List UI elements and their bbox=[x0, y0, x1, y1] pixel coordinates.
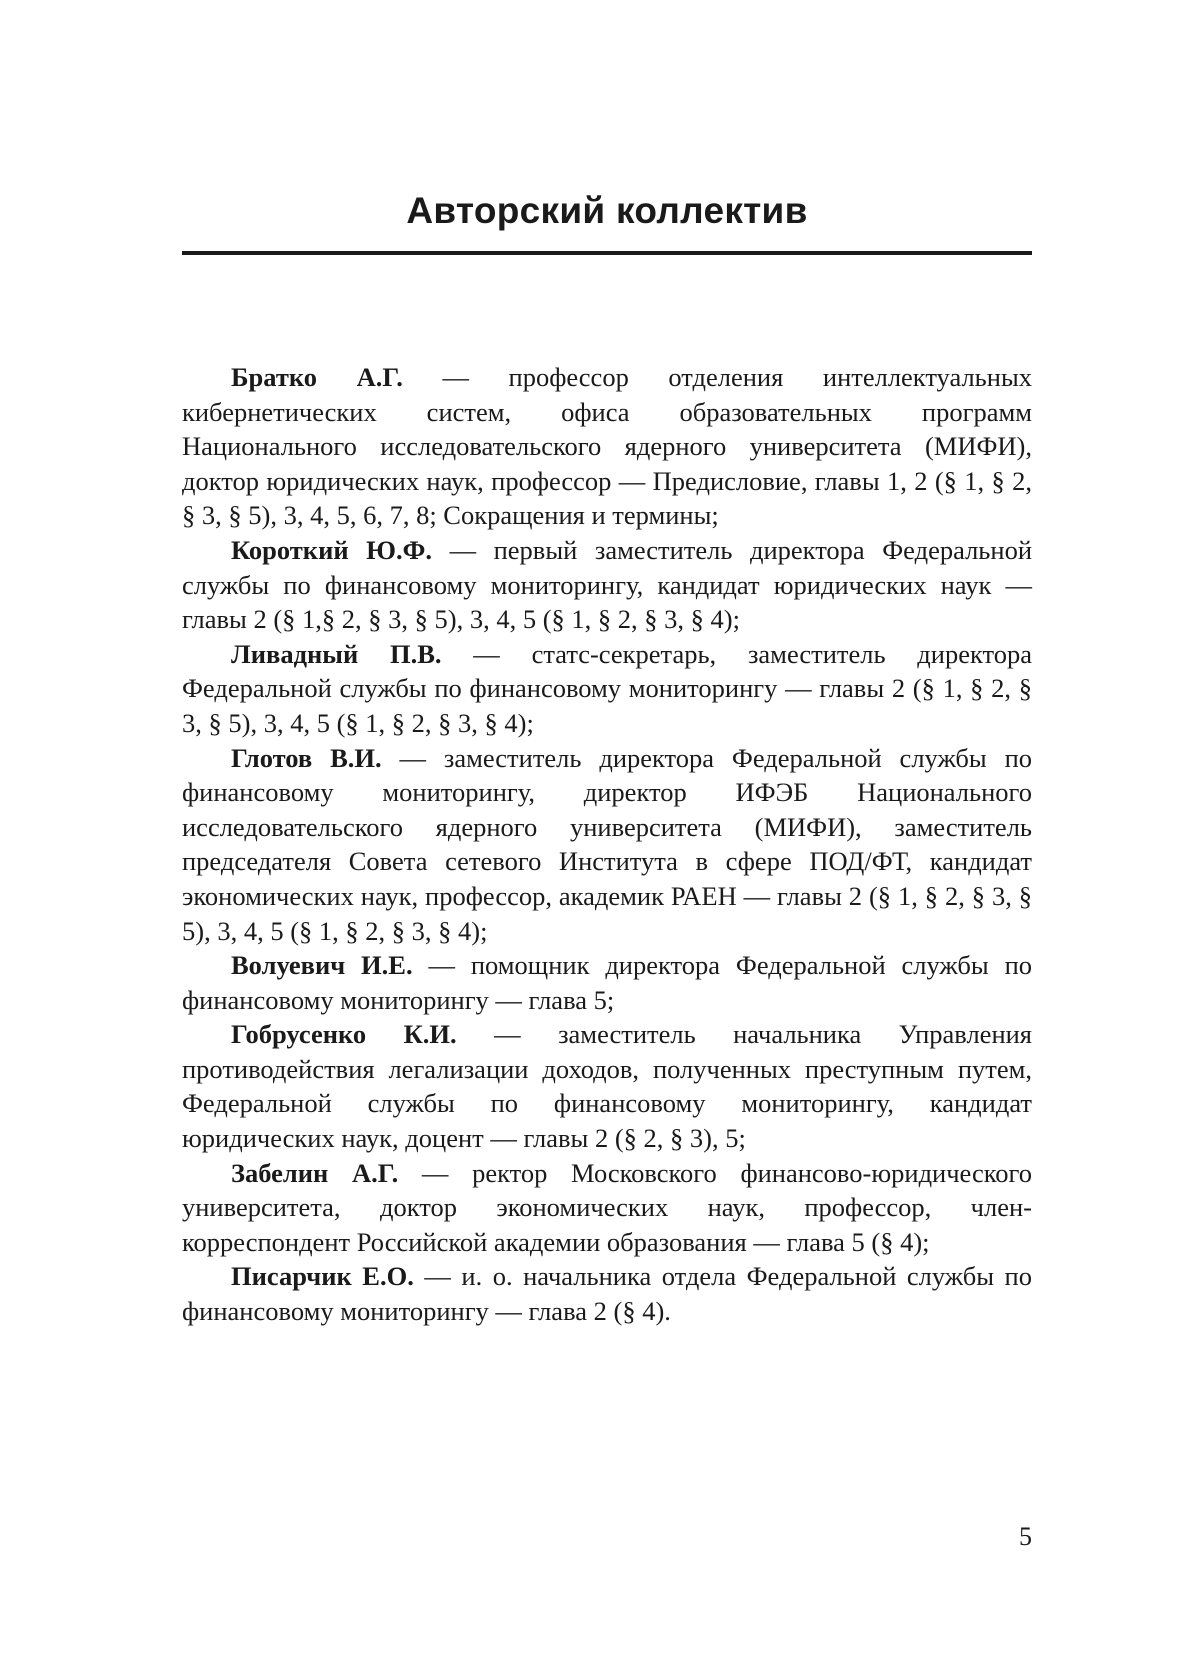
author-entry bbox=[182, 533, 1032, 637]
author-name: Забелин А.Г. bbox=[231, 1157, 399, 1188]
author-description: — профессор отделения интеллектуальных кибернетических систем, офиса образовательных программ Национального исследовательского ядерного университета (МИФИ), доктор юридических наук, профессор — Предисловие, главы 1, 2 (§ 1, § 2, § 3, § 5), 3, 4, 5, 6, 7, 8; Сокращения и термины; bbox=[182, 362, 1032, 531]
author-entry bbox=[182, 741, 1032, 949]
author-list bbox=[182, 360, 1032, 1329]
title-rule bbox=[182, 251, 1032, 255]
author-entry bbox=[182, 637, 1032, 741]
author-entry bbox=[182, 360, 1032, 533]
author-entry bbox=[182, 1017, 1032, 1155]
page-title: Авторский коллектив bbox=[406, 190, 808, 231]
author-description: — первый заместитель директора Федеральной службы по финансовому мониторингу, кандидат юридических наук — главы 2 (§ 1,§ 2, § 3, § 5), 3, 4, 5 (§ 1, § 2, § 3, § 4); bbox=[182, 534, 1032, 635]
author-entry bbox=[182, 948, 1032, 1017]
author-name: Ливадный П.В. bbox=[231, 638, 442, 669]
author-name: Короткий Ю.Ф. bbox=[231, 534, 433, 565]
author-description: — ректор Московского финансово-юридического университета, доктор экономических наук, профессор, член-корреспондент Российской академии образования — глава 5 (§ 4); bbox=[182, 1157, 1032, 1257]
author-entry bbox=[182, 1156, 1032, 1260]
author-name: Волуевич И.Е. bbox=[231, 950, 413, 981]
author-name: Глотов В.И. bbox=[231, 742, 382, 773]
author-description: — статс-секретарь, заместитель директора Федеральной службы по финансовому мониторингу — главы 2 (§ 1, § 2, § 3, § 5), 3, 4, 5 (§ 1, § 2, § 3, § 4); bbox=[182, 638, 1033, 738]
author-name: Братко А.Г. bbox=[231, 362, 403, 392]
author-name: Гобрусенко К.И. bbox=[231, 1019, 457, 1050]
author-description: — и. о. начальника отдела Федеральной службы по финансовому мониторингу — глава 2 (§ 4). bbox=[182, 1261, 1032, 1327]
author-description: — заместитель директора Федеральной службы по финансовому мониторингу, директор ИФЭБ Национального исследовательского ядерного университета (МИФИ), заместитель председателя Совета сетевого Института в сфере ПОД/ФТ, кандидат экономических наук, профессор, академик РАЕН — главы 2 (§ 1, § 2, § 3, § 5), 3, 4, 5 (§ 1, § 2, § 3, § 4); bbox=[182, 742, 1032, 946]
author-description: — заместитель начальника Управления противодействия легализации доходов, полученных преступным путем, Федеральной службы по финансовому мониторингу, кандидат юридических наук, доцент — главы 2 (§ 2, § 3), 5; bbox=[182, 1019, 1032, 1154]
author-name: Писарчик Е.О. bbox=[231, 1261, 414, 1292]
page-number: 5 bbox=[1019, 1522, 1032, 1551]
author-entry bbox=[182, 1259, 1032, 1328]
author-description: — помощник директора Федеральной службы по финансовому мониторингу — глава 5; bbox=[182, 950, 1032, 1015]
